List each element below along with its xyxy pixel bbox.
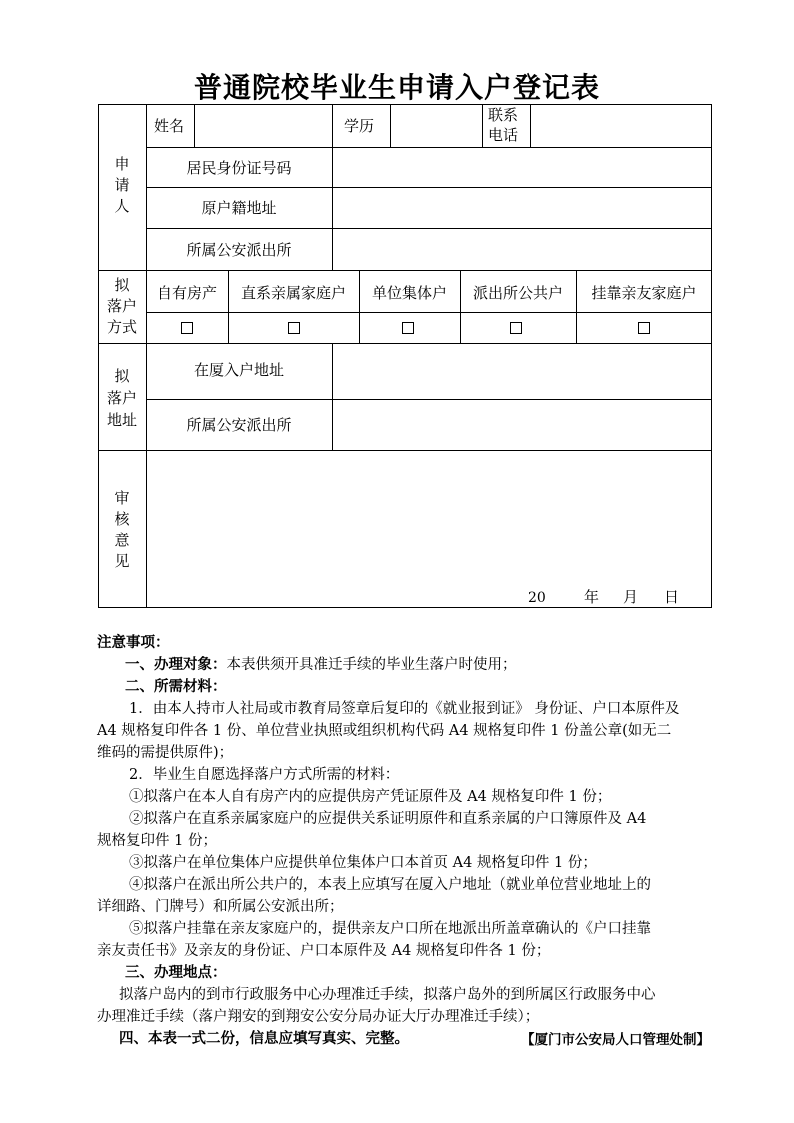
review-label-char: 核 bbox=[114, 510, 130, 528]
origin-address-field[interactable] bbox=[338, 198, 708, 218]
date-year-label: 年 bbox=[584, 588, 600, 606]
unit-collective-checkbox[interactable] bbox=[402, 322, 414, 334]
note-3-text-a: 拟落户岛内的到市行政服务中心办理准迁手续，拟落户岛外的到所属区行政服务中心 bbox=[119, 987, 656, 1003]
option-direct-relative: 直系亲属家庭户 bbox=[240, 284, 346, 302]
address-police-field[interactable] bbox=[338, 415, 708, 435]
phone-label-line: 联系 bbox=[488, 106, 519, 124]
applicant-section-label bbox=[98, 154, 146, 217]
review-opinion-area[interactable] bbox=[150, 456, 706, 576]
note-2-item-4a: ④拟落户在派出所公共户的，本表上应填写在厦入户地址（就业单位营业地址上的 bbox=[129, 877, 651, 893]
notes-section bbox=[97, 632, 717, 1050]
name-field[interactable] bbox=[198, 116, 328, 136]
name-label: 姓名 bbox=[154, 117, 185, 135]
note-2-item-5a: ⑤拟落户挂靠在亲友家庭户的，提供亲友户口所在地派出所盖章确认的《户口挂靠 bbox=[129, 921, 651, 937]
note-3-text-b: 办理准迁手续（落户翔安的到翔安公安分局办证大厅办理准迁手续）； bbox=[97, 1009, 540, 1025]
address-police-label: 所属公安派出所 bbox=[186, 416, 292, 434]
date-day-label: 日 bbox=[664, 588, 680, 606]
police-station-label: 所属公安派出所 bbox=[186, 241, 292, 259]
note-2-title: 二、所需材料： bbox=[125, 678, 227, 695]
address-label-line: 落户 bbox=[106, 389, 137, 407]
method-label-line: 方式 bbox=[106, 318, 137, 336]
phone-label bbox=[488, 105, 518, 145]
option-relative-friend: 挂靠亲友家庭户 bbox=[591, 284, 697, 302]
id-number-field[interactable] bbox=[338, 158, 708, 178]
note-2-para-1c: 维码的需提供原件)； bbox=[97, 745, 234, 761]
review-label-char: 意 bbox=[114, 531, 130, 549]
registration-form bbox=[98, 104, 712, 608]
phone-label-line: 电话 bbox=[488, 126, 519, 144]
review-section-label bbox=[98, 488, 146, 572]
address-label-line: 地址 bbox=[106, 411, 137, 429]
note-1-title: 一、办理对象： bbox=[125, 656, 227, 673]
note-2-para-1b: A4 规格复印件各 1 份、单位营业执照或组织机构代码 A4 规格复印件 1 份盖公章(如无二 bbox=[97, 723, 672, 739]
option-police-public: 派出所公共户 bbox=[472, 284, 563, 302]
note-2-item-4b: 详细路、门牌号）和所属公安派出所； bbox=[97, 899, 344, 915]
note-2-item-1: ①拟落户在本人自有房产内的应提供房产凭证原件及 A4 规格复印件 1 份； bbox=[129, 789, 612, 805]
address-label-line: 拟 bbox=[114, 367, 130, 385]
id-number-label: 居民身份证号码 bbox=[186, 159, 292, 177]
own-property-checkbox[interactable] bbox=[181, 322, 193, 334]
method-section-label bbox=[98, 275, 146, 338]
direct-relative-checkbox[interactable] bbox=[288, 322, 300, 334]
phone-field[interactable] bbox=[534, 116, 708, 136]
police-public-checkbox[interactable] bbox=[510, 322, 522, 334]
issuer-footer: 【厦门市公安局人口管理处制】 bbox=[521, 1032, 710, 1048]
xiamen-address-field[interactable] bbox=[338, 360, 708, 380]
method-label-line: 拟 bbox=[114, 276, 130, 294]
education-label: 学历 bbox=[344, 117, 375, 135]
note-2-item-2b: 规格复印件 1 份； bbox=[97, 833, 217, 849]
applicant-label-char: 申 bbox=[114, 155, 130, 173]
notes-heading: 注意事项： bbox=[97, 634, 170, 651]
note-2-para-1a: 1．由本人持市人社局或市教育局签章后复印的《就业报到证》 身份证、户口本原件及 bbox=[129, 701, 680, 717]
note-2-item-2a: ②拟落户在直系亲属家庭户的应提供关系证明原件和直系亲属的户口簿原件及 A4 bbox=[129, 811, 647, 827]
xiamen-address-label: 在厦入户地址 bbox=[193, 361, 284, 379]
note-2-para-2: 2．毕业生自愿选择落户方式所需的材料： bbox=[129, 767, 400, 783]
option-own-property: 自有房产 bbox=[156, 284, 217, 302]
address-section-label bbox=[98, 365, 146, 431]
option-unit-collective: 单位集体户 bbox=[371, 284, 447, 302]
police-station-field[interactable] bbox=[338, 240, 708, 260]
note-3-title: 三、办理地点： bbox=[125, 964, 227, 981]
relative-friend-checkbox[interactable] bbox=[638, 322, 650, 334]
note-2-item-5b: 亲友责任书》及亲友的身份证、户口本原件及 A4 规格复印件各 1 份； bbox=[97, 943, 551, 959]
note-1-text: 本表供须开具准迁手续的毕业生落户时使用； bbox=[226, 657, 517, 673]
date-month-label: 月 bbox=[623, 588, 639, 606]
applicant-label-char: 请 bbox=[114, 176, 130, 194]
origin-address-label: 原户籍地址 bbox=[201, 199, 277, 217]
method-label-line: 落户 bbox=[106, 297, 137, 315]
education-field[interactable] bbox=[394, 116, 478, 136]
applicant-label-char: 人 bbox=[114, 197, 130, 215]
review-label-char: 审 bbox=[114, 489, 130, 507]
note-4: 四、本表一式二份，信息应填写真实、完整。 bbox=[119, 1030, 409, 1047]
note-item-1 bbox=[97, 654, 717, 676]
form-title: 普通院校毕业生申请入户登记表 bbox=[193, 71, 600, 104]
review-label-char: 见 bbox=[114, 552, 130, 570]
date-year-prefix: 20 bbox=[528, 590, 546, 606]
note-2-item-3: ③拟落户在单位集体户应提供单位集体户口本首页 A4 规格复印件 1 份； bbox=[129, 855, 597, 871]
